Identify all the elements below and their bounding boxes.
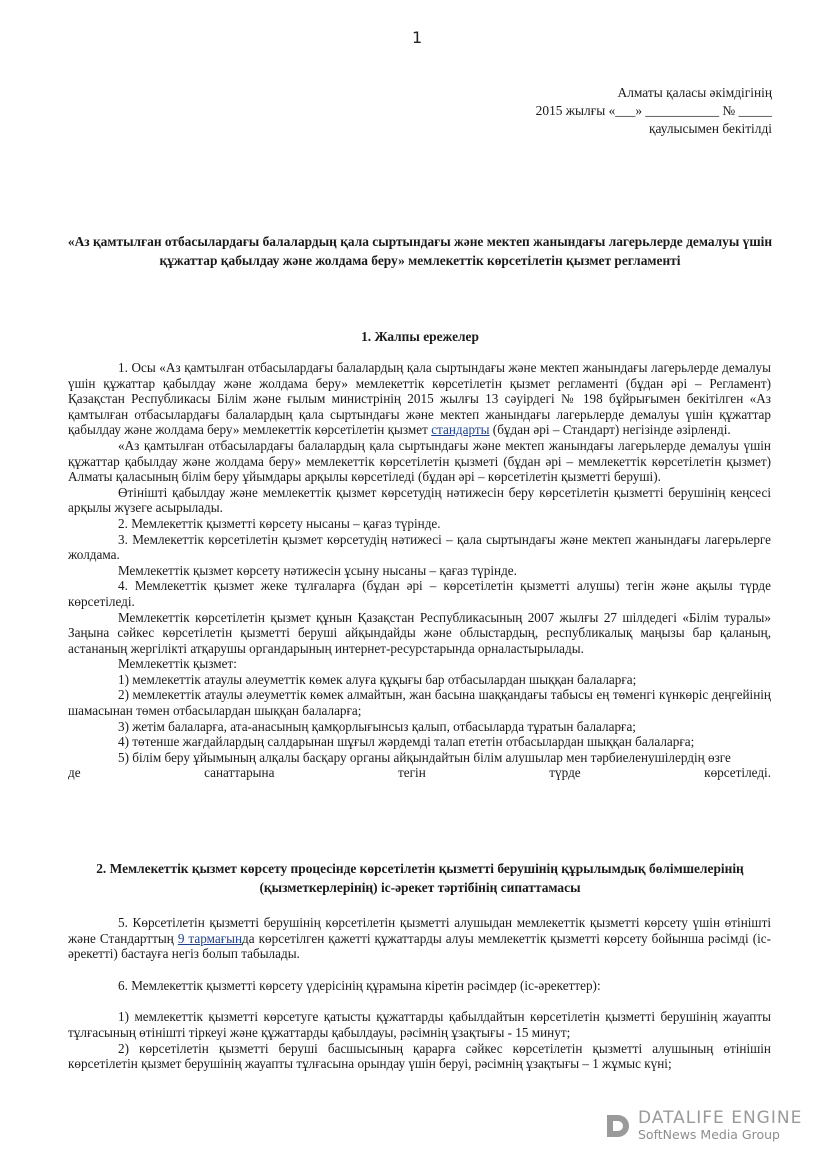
clause-9-link[interactable]: 9 тармағын — [177, 930, 243, 946]
paragraph-6: Мемлекеттік қызмет көрсету нәтижесін ұсыну нысаны – қағаз түрінде. — [118, 562, 517, 578]
datalife-logo-icon — [604, 1112, 632, 1140]
standard-link[interactable]: стандарты — [431, 422, 490, 438]
paragraph-5-text: 5. Көрсетілетін қызметті берушінің көрсетілетін қызметті алушыдан мемлекеттік қызметті көрсету үшін өтінішті және Стандарттың — [68, 915, 771, 946]
list-item: 3) жетім балаларға, ата-анасының қамқорлығынсыз қалып, отбасыларда тұратын балаларға; — [118, 718, 636, 734]
paragraph-1-tail: (бұдан әрі – Стандарт) негізінде әзірленді. — [489, 422, 731, 438]
list-item-continuation: де санаттарына тегін түрде көрсетіледі. — [68, 765, 771, 781]
document-title: «Аз қамтылған отбасылардағы балалардың қала сыртындағы және мектеп жанындағы лагерьлерде демалуы үшін құжаттар қабылдау және жолдама беру» мемлекеттік көрсетілетін қызмет регламенті — [67, 234, 773, 268]
paragraph-5: 3. Мемлекеттік көрсетілетін қызмет көрсетудің нәтижесі – қала сыртындағы және мектеп жанындағы лагерьлерге жолдама. — [68, 531, 771, 563]
paragraph-5-procedure — [68, 915, 771, 962]
approval-stamp — [452, 84, 772, 138]
list-item: 4) төтенше жағдайлардың салдарынан шұғыл жәрдемді талап ететін отбасылардан шыққан балаларға; — [118, 734, 695, 750]
watermark-brand: DATALIFE ENGINE — [638, 1108, 803, 1129]
approval-line-date: 2015 жылғы «___» ___________ № _____ — [535, 103, 772, 118]
section-2-body — [68, 915, 771, 1072]
list-item: 1) мемлекеттік атаулы әлеуметтік көмек алуға құқығы бар отбасылардан шыққан балаларға; — [118, 671, 637, 687]
step-item: 1) мемлекеттік қызметті көрсетуге қатысты құжаттарды қабылдайтын көрсетілетін қызметті берушінің жауапты тұлғасының өтінішті тіркеуі және құжаттарды қабылдауы, рәсімнің ұзақтығы - 15 минут; — [68, 1009, 771, 1040]
paragraph-3: Өтінішті қабылдау және мемлекеттік қызмет көрсетудің нәтижесін беру көрсетілетін қызметті берушінің кеңсесі арқылы жүзеге асырылады. — [68, 484, 771, 516]
paragraph-5-tail: да көрсетілген қажетті құжаттарды алуы мемлекеттік қызметті көрсету бойынша рәсімді (іс-әрекетті) бастауға негіз болып табылады. — [68, 930, 771, 962]
paragraph-1 — [68, 360, 771, 438]
paragraph-9: Мемлекеттік қызмет: — [118, 656, 237, 672]
datalife-engine-watermark — [604, 1106, 814, 1146]
approval-line-approved: қаулысымен бекітілді — [648, 121, 772, 136]
page-number: 1 — [412, 28, 423, 47]
paragraph-2: «Аз қамтылған отбасылардағы балалардың қала сыртындағы және мектеп жанындағы лагерьлерде демалуы үшін құжаттар қабылдау және жолдама беру» мемлекеттік көрсетілетін қызметі (бұдан әрі – мемлекеттік көрсетілетін қызмет) Алматы қаласының білім беру ұйымдары арқылы көрсетіледі (бұдан әрі – көрсетілетін қызметті беруші). — [68, 437, 771, 485]
paragraph-4: 2. Мемлекеттік қызметті көрсету нысаны – қағаз түрінде. — [118, 515, 441, 531]
approval-line-akimat: Алматы қаласы әкімдігінің — [617, 85, 772, 100]
paragraph-7: 4. Мемлекеттік қызмет жеке тұлғаларға (бұдан әрі – көрсетілетін қызметті алушы) тегін және ақылы түрде көрсетіледі. — [68, 578, 771, 609]
paragraph-1-text: 1. Осы «Аз қамтылған отбасылардағы балалардың қала сыртындағы және мектеп жанындағы лагерьлерде демалуы үшін құжаттар қабылдау және жолдама беру» мемлекеттік көрсетілетін қызмет регламенті (бұдан әрі – Регламент) Қазақстан Республикасы Білім және ғылым министрінің 2015 жылғы 13 сәуірдегі № 198 бұйрығымен бекітілген «Аз қамтылған отбасылардағы балалардың қала сыртындағы және мектеп жанындағы лагерьлерде демалуы үшін құжаттар қабылдау және жолдама беру» мемлекеттік көрсетілетін қызмет — [68, 360, 771, 438]
list-item: 2) мемлекеттік атаулы әлеуметтік көмек алмайтын, жан басына шаққандағы табысы ең төменгі күнкөріс деңгейінің шамасынан төмен отбасылардан шыққан балаларға; — [68, 687, 771, 719]
section-1-heading: 1. Жалпы ережелер — [361, 329, 479, 344]
watermark-subtitle: SoftNews Media Group — [638, 1127, 780, 1143]
paragraph-8: Мемлекеттік көрсетілетін қызмет құнын Қазақстан Республикасының 2007 жылғы 27 шілдедегі «Білім туралы» Заңына сәйкес көрсетілетін қызметті беруші айқындайды және облыстардың, республикалық маңызы бар қаланың, астананың жергілікті атқарушы органдарының интернет-ресурстарында орналастырылады. — [68, 609, 771, 656]
list-item: 5) білім беру ұйымының алқалы басқару органы айқындайтын білім алушылар мен тәрбиеленушілердің өзге — [118, 749, 731, 765]
paragraph-6-procedures: 6. Мемлекеттік қызметті көрсету үдерісінің құрамына кіретін рәсімдер (іс-әрекеттер): — [118, 977, 601, 993]
step-item: 2) көрсетілетін қызметті беруші басшысының қарарға сәйкес көрсетілетін қызметті алушының өтінішін көрсетілетін қызмет берушінің жауапты тұлғасына орындау үшін беруі, рәсімнің ұзақтығы – 1 жұмыс күні; — [68, 1040, 771, 1072]
section-2-heading: 2. Мемлекеттік қызмет көрсету процесінде көрсетілетін қызметті берушінің құрылымдық бөлімшелерінің (қызметкерлерінің) іс-әрекет тәртібінің сипаттамасы — [96, 861, 744, 895]
section-1-body — [68, 360, 771, 781]
